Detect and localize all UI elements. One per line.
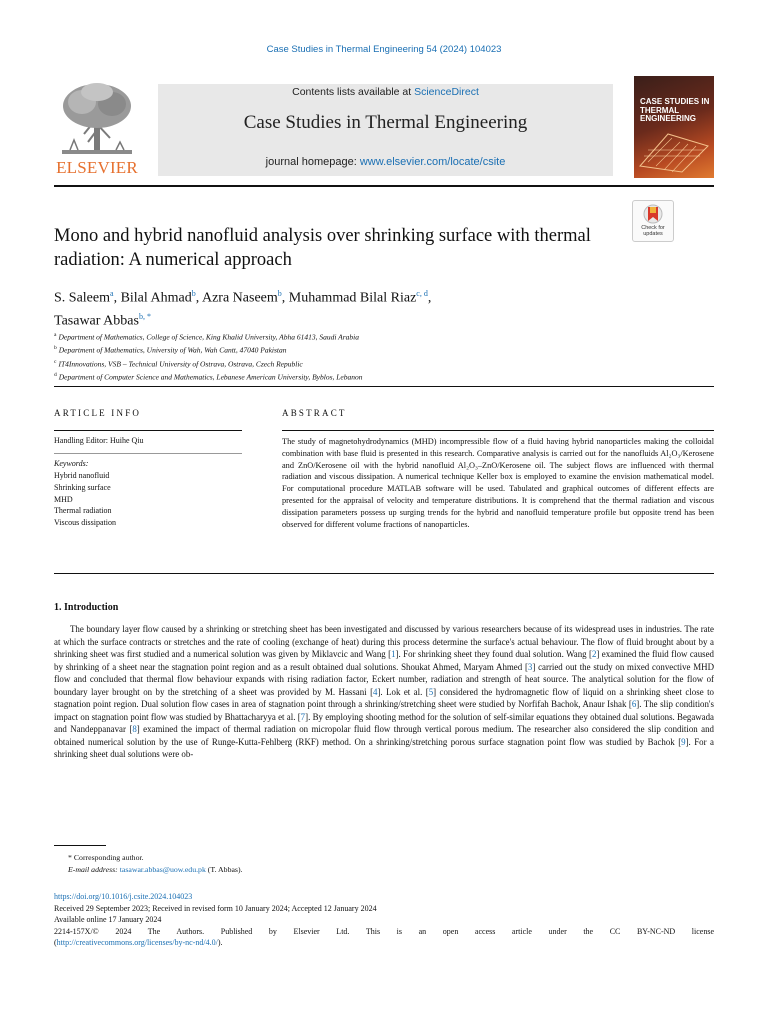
- author-list: S. Saleem$^a$, Bilal Ahmad$^b$, Azra Naseem$^b$, Muhammad Bilal Riaz$^{c, d}$, Tasawar Abbas$^{b, *}$: [54, 289, 432, 329]
- doi-link[interactable]: https://doi.org/10.1016/j.csite.2024.104023: [54, 892, 193, 901]
- author-name[interactable]: Bilal Ahmad: [120, 290, 192, 306]
- affiliation-text: Department of Computer Science and Mathematics, Lebanese American University, Byblos, Lebanon: [58, 372, 363, 382]
- affiliation: [54, 343, 694, 356]
- keyword: Hybrid nanofluid: [54, 471, 110, 480]
- author-affiliation-marker[interactable]: a: [110, 289, 114, 298]
- citation-link[interactable]: 9: [681, 736, 686, 747]
- author-name[interactable]: Azra Naseem: [201, 290, 278, 306]
- header-rule: [54, 185, 714, 187]
- check-for-updates-label: Check for updates: [641, 225, 665, 237]
- article-info-heading: ARTICLE INFO: [54, 408, 142, 418]
- license-text: 2214-157X/© 2024 The Authors. Published by Elsevier Ltd. This is an open access article under the CC BY-NC-ND license: [54, 926, 714, 936]
- affiliation-text: Department of Mathematics, College of Science, King Khalid University, Abha 61413, Saudi Arabia: [58, 332, 359, 342]
- affiliation: [54, 370, 694, 383]
- keyword: Thermal radiation: [54, 506, 112, 516]
- contents-prefix: Contents lists available at: [292, 86, 415, 98]
- keyword: Shrinking surface: [54, 482, 111, 492]
- elsevier-tree-icon: [58, 82, 136, 156]
- cover-title: CASE STUDIES IN THERMAL ENGINEERING: [640, 97, 710, 123]
- email-suffix: (T. Abbas).: [205, 865, 243, 874]
- keywords-list: [54, 470, 116, 529]
- homepage-prefix: journal homepage:: [265, 156, 360, 168]
- citation-link[interactable]: 2: [591, 649, 597, 659]
- affiliation-marker: d: [54, 371, 57, 378]
- journal-reference-link[interactable]: Case Studies in Thermal Engineering 54 (2024) 104023: [266, 44, 502, 55]
- citation-link[interactable]: 6: [631, 699, 637, 709]
- introduction-paragraph: The boundary layer flow caused by a shrinking or stretching sheet has been investigated and discussed by various researchers because of its widespread uses in industries. The rate at which the surface contracts or stretches and the rate of cooling (exchange of heat) during this process determine the surface's actual behaviour. The flow of fluid brought about by a shrinking sheet was first studied and a numerical solution was given by Miklavcic and Wang [1]. For shrinking sheet they found dual solution. Wang [2] examined the fluid flow caused by shrinking of a sheet near the stagnation point region and as a result obtained dual solutions. Shoukat Ahmed, Maryam Ahmed [3] carried out the study on mixed convective MHD flow and concluded that thermal flow behaviour expands with rising radiation factor, Eckert number, radiation and strength of heat source. The analytical solution for the flow of boundary layer brought on by the stretching of a sheet was provided by M. Hassani [4]. Lok et al. [5] considered the hydromagnetic flow of liquid on a shrinking sheet close to stagnation point region. Dual solution flow cases in area of stagnation point through a shrinking/stretching sheet were studied by Norfifah Bachok, Anaur Ishak [6]. The slip condition's impact on stagnation point flow was studied by Bhattacharyya et al. [7]. By employing shooting method for the solution of self-similar equations they obtained dual solutions. Begawada and Nandeppanavar [8] examined the impact of thermal radiation on micropolar fluid flow through vertical porous medium. The researcher also considered the slip condition and obtained numerical solution by the use of Runge-Kutta-Fehlberg (RKF) method. On a shrinking/stretching porous surface stagnation point flow was studied by Bachok [9]. For a shrinking sheet dual solutions were ob-: [54, 624, 714, 759]
- affiliation-text: IT4Innovations, VSB – Technical University of Ostrava, Ostrava, Czech Republic: [58, 359, 303, 369]
- citation-link[interactable]: 7: [300, 711, 306, 722]
- homepage-line: [158, 156, 613, 168]
- bookmark-icon: [633, 201, 673, 225]
- affiliation-text: Department of Mathematics, University of Wah, Wah Cantt, 47040 Pakistan: [58, 345, 287, 355]
- journal-homepage-link[interactable]: www.elsevier.com/locate/csite: [359, 156, 506, 168]
- publisher-name: ELSEVIER: [56, 158, 138, 177]
- abstract-rule: [282, 430, 714, 431]
- affiliation-list: [54, 330, 694, 383]
- publication-info: [54, 891, 714, 949]
- corresponding-author-note: * Corresponding author.: [68, 853, 144, 862]
- affiliation-marker: a: [54, 332, 57, 338]
- author-email-link[interactable]: tasawar.abbas@uow.edu.pk: [119, 865, 206, 874]
- available-online: Available online 17 January 2024: [54, 915, 162, 924]
- keywords-label: Keywords:: [54, 459, 89, 468]
- keyword: MHD: [54, 494, 73, 504]
- email-label: E-mail address:: [68, 865, 118, 874]
- affiliation-marker: b: [54, 345, 57, 352]
- citation-link[interactable]: 1: [391, 649, 396, 659]
- keyword: Viscous dissipation: [54, 518, 116, 528]
- article-title: Mono and hybrid nanofluid analysis over shrinking surface with thermal radiation: A numerical approach: [54, 226, 591, 270]
- handling-editor: Handling Editor: Huihe Qiu: [54, 436, 144, 445]
- check-for-updates-button[interactable]: [632, 200, 674, 242]
- license-url-prefix: (: [54, 938, 57, 947]
- section-rule: [54, 386, 714, 387]
- journal-title: Case Studies in Thermal Engineering: [243, 112, 528, 133]
- abstract-text: The study of magnetohydrodynamics (MHD) incompressible flow of a fluid having hybrid nanoparticles making the colloidal combination with base fluid is presented in this research. Comparative analysis is carried out for the nanofluids Al₂O₃/Kerosene and ZnO/Kerosene oil with the hybrid nanofluid Al₂O₃–ZnO/Kerosene oil. The subject flows are influenced with thermal radiation and viscous dissipation. A numerical technique Keller box is employed to examine the envision mathematical model. For computational procedure MATLAB software will be used. Tabulated and graphical outcomes of different effects are presented for the appraisal of velocity and temperature distributions. It is comprehend that the thermal radiation and viscous dissipation parameters possess up surging trends for the hybrid and nanofluid temperature profile but opposite trend has been observed for different volume fractions of nanoparticles.: [282, 437, 714, 529]
- author-affiliation-marker[interactable]: b: [277, 289, 282, 298]
- affiliation: [54, 330, 694, 343]
- citation-link[interactable]: 4: [373, 686, 378, 697]
- abstract-bottom-rule: [54, 573, 714, 574]
- license-url-line: [54, 937, 714, 949]
- citation-link[interactable]: 5: [428, 686, 434, 697]
- introduction-heading: 1. Introduction: [54, 602, 119, 613]
- journal-masthead: [158, 84, 613, 176]
- journal-cover-image: [634, 76, 714, 178]
- footnote: [54, 852, 243, 876]
- author-affiliation-marker[interactable]: b: [191, 289, 196, 298]
- affiliation: [54, 357, 694, 370]
- author-affiliation-marker[interactable]: c, d: [416, 289, 428, 298]
- author-name[interactable]: Tasawar Abbas: [54, 313, 139, 329]
- contents-line: [158, 86, 613, 98]
- article-info-divider: [54, 453, 242, 454]
- abstract-heading: ABSTRACT: [282, 408, 347, 418]
- email-line: [54, 864, 243, 876]
- cover-art-icon: [638, 126, 710, 174]
- license-url-suffix: ).: [217, 938, 223, 947]
- author-name[interactable]: S. Saleem: [54, 290, 110, 306]
- sciencedirect-link[interactable]: ScienceDirect: [414, 86, 479, 98]
- article-info-rule: [54, 430, 242, 431]
- elsevier-logo: [54, 82, 140, 176]
- footnote-rule: [54, 845, 106, 846]
- affiliation-marker: c: [54, 358, 57, 365]
- received-dates: Received 29 September 2023; Received in revised form 10 January 2024; Accepted 12 January 2024: [54, 903, 377, 913]
- license-url-link[interactable]: http://creativecommons.org/licenses/by-nc-nd/4.0/: [56, 938, 218, 947]
- author-affiliation-marker[interactable]: b, *: [138, 311, 151, 321]
- citation-link[interactable]: 8: [132, 724, 137, 734]
- citation-link[interactable]: 3: [527, 661, 533, 672]
- author-name[interactable]: Muhammad Bilal Riaz: [288, 290, 417, 306]
